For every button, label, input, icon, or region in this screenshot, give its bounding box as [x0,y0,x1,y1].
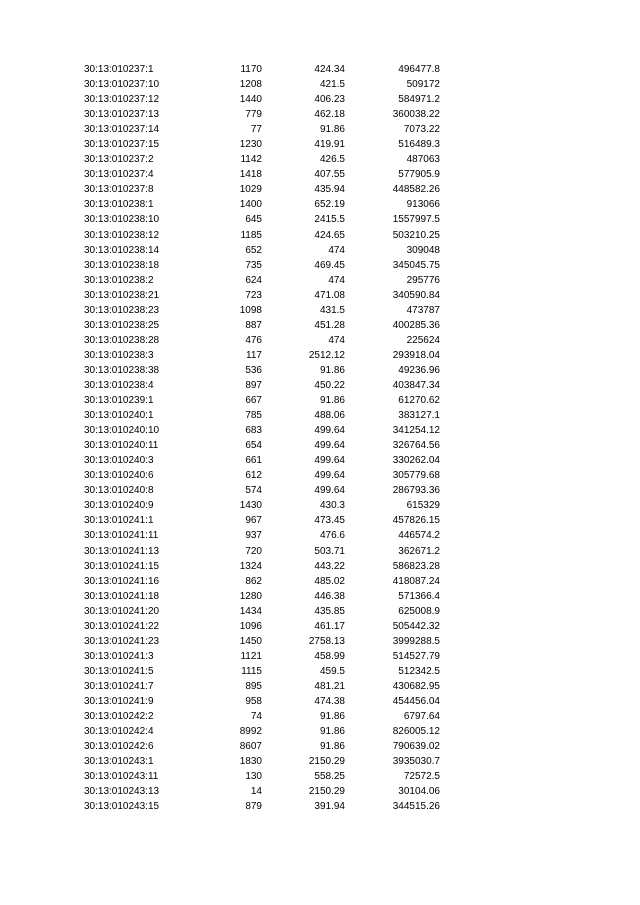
cadastral-number-cell: 30:13:010238:23 [84,304,160,316]
area-cell: 1115 [241,665,262,677]
rate-cell: 461.17 [314,620,345,632]
rate-cell: 406.23 [314,94,345,106]
value-cell: 30104.06 [398,786,440,798]
rate-cell: 426.5 [319,154,345,166]
value-cell: 3935030.7 [392,756,440,768]
table-row [0,137,640,152]
table-row [0,513,640,528]
value-cell: 3999288.5 [392,635,440,647]
cadastral-number-cell: 30:13:010241:15 [84,560,160,572]
value-cell: 913066 [406,199,440,211]
value-cell: 430682.95 [392,680,440,692]
rate-cell: 471.08 [314,289,345,301]
table-row [0,739,640,754]
cadastral-number-cell: 30:13:010241:18 [84,590,160,602]
area-cell: 1418 [239,169,262,181]
area-cell: 1324 [239,560,262,572]
cadastral-number-cell: 30:13:010238:4 [84,379,154,391]
value-cell: 344515.26 [392,801,440,813]
table-row [0,288,640,303]
table-row [0,769,640,784]
area-cell: 612 [245,470,262,482]
cadastral-number-cell: 30:13:010242:6 [84,741,154,753]
cadastral-number-cell: 30:13:010238:25 [84,319,160,331]
rate-cell: 499.64 [314,455,345,467]
rate-cell: 431.5 [319,304,345,316]
value-cell: 577905.9 [398,169,440,181]
cadastral-number-cell: 30:13:010237:12 [84,94,160,106]
cadastral-number-cell: 30:13:010240:11 [84,440,159,452]
cadastral-number-cell: 30:13:010237:4 [84,169,154,181]
value-cell: 790639.02 [392,741,440,753]
value-cell: 826005.12 [392,726,440,738]
value-cell: 487063 [406,154,440,166]
cadastral-number-cell: 30:13:010239:1 [84,395,154,407]
cadastral-number-cell: 30:13:010238:38 [84,364,160,376]
area-cell: 624 [245,274,262,286]
rate-cell: 435.94 [314,184,345,196]
value-cell: 586823.28 [392,560,440,572]
area-cell: 683 [245,425,262,437]
cadastral-number-cell: 30:13:010237:14 [84,124,160,136]
value-cell: 330262.04 [392,455,440,467]
value-cell: 326764.56 [392,440,440,452]
area-cell: 1830 [239,756,262,768]
cadastral-number-cell: 30:13:010238:3 [84,349,154,361]
table-row [0,664,640,679]
table-row [0,197,640,212]
area-cell: 117 [246,349,262,361]
area-cell: 130 [245,771,262,783]
area-cell: 476 [245,334,262,346]
table-row [0,77,640,92]
rate-cell: 459.5 [319,665,345,677]
value-cell: 496477.8 [398,64,440,75]
area-cell: 654 [245,440,262,452]
table-row [0,679,640,694]
area-cell: 723 [245,289,262,301]
table-row [0,107,640,122]
area-cell: 1029 [239,184,262,196]
table-row [0,258,640,273]
area-cell: 879 [245,801,262,813]
rate-cell: 2415.5 [314,214,345,226]
area-cell: 77 [250,124,262,136]
cadastral-number-cell: 30:13:010243:13 [84,786,160,798]
value-cell: 305779.68 [392,470,440,482]
rate-cell: 446.38 [314,590,345,602]
cadastral-number-cell: 30:13:010242:4 [84,726,154,738]
cadastral-number-cell: 30:13:010241:16 [84,575,160,587]
area-cell: 897 [245,379,262,391]
table-row [0,694,640,709]
area-cell: 887 [245,319,262,331]
table-row [0,574,640,589]
area-cell: 1185 [240,229,262,241]
table-row [0,528,640,543]
area-cell: 536 [245,364,262,376]
area-cell: 574 [245,485,262,497]
area-cell: 14 [250,786,262,798]
cadastral-number-cell: 30:13:010238:1 [84,199,154,211]
table-row [0,799,640,814]
value-cell: 448582.26 [392,184,440,196]
area-cell: 720 [245,545,262,557]
table-row [0,62,640,77]
rate-cell: 435.85 [314,605,345,617]
area-cell: 1430 [239,500,262,512]
table-row [0,182,640,197]
value-cell: 503210.25 [392,229,440,241]
cadastral-number-cell: 30:13:010238:28 [84,334,160,346]
cadastral-number-cell: 30:13:010237:10 [84,79,160,91]
rate-cell: 451.28 [314,319,345,331]
table-row [0,152,640,167]
table-row [0,212,640,227]
table-row [0,273,640,288]
table-row [0,754,640,769]
rate-cell: 488.06 [314,410,345,422]
table-row [0,468,640,483]
cadastral-number-cell: 30:13:010243:11 [84,771,159,783]
rate-cell: 485.02 [314,575,345,587]
cadastral-number-cell: 30:13:010238:2 [84,274,154,286]
table-row [0,649,640,664]
rate-cell: 469.45 [314,259,345,271]
cadastral-number-cell: 30:13:010240:1 [84,410,154,422]
value-cell: 293918.04 [392,349,440,361]
area-cell: 1230 [239,139,262,151]
value-cell: 309048 [406,244,440,256]
table-row [0,724,640,739]
value-cell: 512342.5 [398,665,440,677]
area-cell: 652 [245,244,262,256]
value-cell: 49236.96 [398,364,440,376]
table-row [0,378,640,393]
value-cell: 61270.62 [398,395,440,407]
rate-cell: 474.38 [314,695,345,707]
value-cell: 400285.36 [392,319,440,331]
table-row [0,228,640,243]
value-cell: 1557997.5 [392,214,440,226]
value-cell: 446574.2 [398,530,440,542]
cadastral-number-cell: 30:13:010237:8 [84,184,154,196]
area-cell: 958 [245,695,262,707]
rate-cell: 424.65 [314,229,345,241]
rate-cell: 450.22 [314,379,345,391]
area-cell: 735 [245,259,262,271]
rate-cell: 474 [328,244,345,256]
area-cell: 8992 [239,726,262,738]
area-cell: 1142 [240,154,262,166]
value-cell: 383127.1 [398,410,440,422]
table-row [0,303,640,318]
value-cell: 362671.2 [398,545,440,557]
cadastral-number-cell: 30:13:010240:10 [84,425,160,437]
table-row [0,243,640,258]
cadastral-number-cell: 30:13:010241:5 [84,665,154,677]
cadastral-number-cell: 30:13:010238:10 [84,214,160,226]
table-row [0,483,640,498]
cadastral-number-cell: 30:13:010238:18 [84,259,160,271]
cadastral-number-cell: 30:13:010243:1 [84,756,154,768]
rate-cell: 91.86 [319,395,345,407]
cadastral-number-cell: 30:13:010237:1 [84,64,154,75]
value-cell: 509172 [406,79,440,91]
area-cell: 645 [245,214,262,226]
rate-cell: 2758.13 [308,635,345,647]
value-cell: 625008.9 [398,605,440,617]
table-row [0,348,640,363]
area-cell: 667 [245,395,262,407]
table-row [0,167,640,182]
rate-cell: 499.64 [314,425,345,437]
cadastral-number-cell: 30:13:010242:2 [84,711,154,723]
value-cell: 403847.34 [392,379,440,391]
cadastral-number-cell: 30:13:010240:3 [84,455,154,467]
area-cell: 1121 [240,650,262,662]
value-cell: 516489.3 [398,139,440,151]
area-cell: 1170 [240,64,262,75]
value-cell: 340590.84 [392,289,440,301]
table-row [0,122,640,137]
value-cell: 571366.4 [398,590,440,602]
cadastral-number-cell: 30:13:010240:9 [84,500,154,512]
table-row [0,393,640,408]
rate-cell: 462.18 [314,109,345,121]
cadastral-number-cell: 30:13:010238:12 [84,229,160,241]
value-cell: 514527.79 [392,650,440,662]
rate-cell: 558.25 [314,771,345,783]
rate-cell: 474 [328,334,345,346]
rate-cell: 443.22 [314,560,345,572]
cadastral-number-cell: 30:13:010241:7 [84,680,154,692]
cadastral-number-cell: 30:13:010241:11 [84,530,159,542]
value-cell: 584971.2 [398,94,440,106]
cadastral-number-cell: 30:13:010241:22 [84,620,160,632]
table-row [0,333,640,348]
rate-cell: 481.21 [314,680,345,692]
table-row [0,634,640,649]
area-cell: 8607 [239,741,262,753]
rate-cell: 2150.29 [308,786,345,798]
cadastral-number-cell: 30:13:010237:2 [84,154,154,166]
area-cell: 1434 [239,605,262,617]
rate-cell: 476.6 [319,530,345,542]
rate-cell: 91.86 [319,741,345,753]
rate-cell: 91.86 [319,726,345,738]
area-cell: 779 [245,109,262,121]
cadastral-number-cell: 30:13:010241:20 [84,605,160,617]
rate-cell: 473.45 [314,515,345,527]
rate-cell: 91.86 [319,711,345,723]
rate-cell: 391.94 [314,801,345,813]
area-cell: 1440 [239,94,262,106]
area-cell: 1450 [239,635,262,647]
table-row [0,604,640,619]
value-cell: 454456.04 [392,695,440,707]
cadastral-number-cell: 30:13:010241:13 [84,545,160,557]
rate-cell: 499.64 [314,470,345,482]
area-cell: 967 [245,515,262,527]
area-cell: 1208 [239,79,262,91]
value-cell: 457826.15 [392,515,440,527]
rate-cell: 421.5 [319,79,345,91]
table-row [0,619,640,634]
rate-cell: 499.64 [314,485,345,497]
table-row [0,408,640,423]
area-cell: 661 [245,455,262,467]
area-cell: 785 [245,410,262,422]
cadastral-number-cell: 30:13:010237:15 [84,139,160,151]
rate-cell: 2150.29 [308,756,345,768]
area-cell: 895 [245,680,262,692]
rate-cell: 499.64 [314,440,345,452]
cadastral-number-cell: 30:13:010238:14 [84,244,160,256]
value-cell: 360038.22 [392,109,440,121]
area-cell: 1400 [239,199,262,211]
rate-cell: 407.55 [314,169,345,181]
rate-cell: 2512.12 [308,349,345,361]
value-cell: 286793.36 [392,485,440,497]
cadastral-number-cell: 30:13:010241:3 [84,650,154,662]
rate-cell: 430.3 [319,500,345,512]
value-cell: 225624 [406,334,440,346]
area-cell: 1280 [239,590,262,602]
area-cell: 74 [250,711,262,723]
data-table [0,62,640,814]
table-row [0,559,640,574]
table-row [0,363,640,378]
rate-cell: 652.19 [314,199,345,211]
value-cell: 615329 [406,500,440,512]
rate-cell: 91.86 [319,364,345,376]
cadastral-number-cell: 30:13:010237:13 [84,109,160,121]
value-cell: 345045.75 [392,259,440,271]
area-cell: 1096 [239,620,262,632]
cadastral-number-cell: 30:13:010241:23 [84,635,160,647]
value-cell: 6797.64 [403,711,440,723]
table-row [0,453,640,468]
area-cell: 862 [245,575,262,587]
table-row [0,544,640,559]
area-cell: 1098 [239,304,262,316]
cadastral-number-cell: 30:13:010241:9 [84,695,154,707]
table-row [0,589,640,604]
table-row [0,709,640,724]
table-row [0,498,640,513]
cadastral-number-cell: 30:13:010240:8 [84,485,154,497]
value-cell: 295776 [406,274,440,286]
table-row [0,438,640,453]
value-cell: 72572.5 [403,771,440,783]
cadastral-number-cell: 30:13:010240:6 [84,470,154,482]
rate-cell: 474 [328,274,345,286]
rate-cell: 458.99 [314,650,345,662]
rate-cell: 419.91 [314,139,345,151]
cadastral-number-cell: 30:13:010238:21 [84,289,160,301]
table-row [0,423,640,438]
value-cell: 473787 [406,304,440,316]
table-row [0,318,640,333]
value-cell: 341254.12 [392,425,440,437]
value-cell: 7073.22 [403,124,440,136]
rate-cell: 91.86 [319,124,345,136]
value-cell: 505442.32 [392,620,440,632]
table-row [0,92,640,107]
cadastral-number-cell: 30:13:010241:1 [84,515,154,527]
table-row [0,784,640,799]
area-cell: 937 [245,530,262,542]
rate-cell: 503.71 [314,545,345,557]
rate-cell: 424.34 [314,64,345,75]
value-cell: 418087.24 [392,575,440,587]
cadastral-number-cell: 30:13:010243:15 [84,801,160,813]
